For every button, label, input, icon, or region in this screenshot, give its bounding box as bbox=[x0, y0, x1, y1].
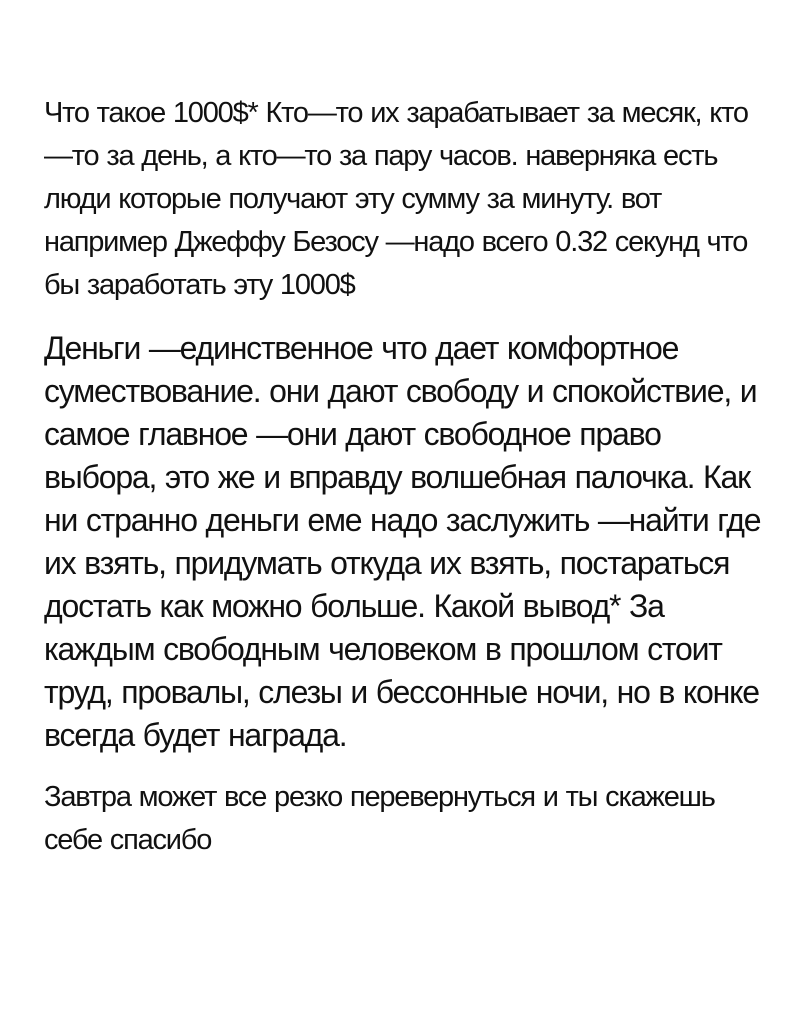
paragraph-3: Завтра может все резко перевернуться и ты скажешь себе спасибо bbox=[44, 781, 715, 856]
paragraph-2: Деньги —единственное что дает комфортное сумествование. они дают свободу и спокойствие, и самое главное —они дают свободное право выбора, это же и вправду волшебная палочка. Как ни странно деньги еме надо заслужить —найти где их взять, придумать откуда их взять, постараться достать как можно больше. Какой вывод* За каждым свободным человеком в прошлом стоит труд, провалы, слезы и бессонные ночи, но в конке всегда будет награда. bbox=[44, 330, 761, 753]
document-body bbox=[44, 92, 764, 862]
paragraph-1: Что такое 1000$* Кто—то их зарабатывает за месяк, кто—то за день, а кто—то за пару часов. наверняка есть люди которые получают эту сумму за минуту. вот например Джеффу Безосу —надо всего 0.32 секунд что бы заработать эту 1000$ bbox=[44, 97, 748, 301]
